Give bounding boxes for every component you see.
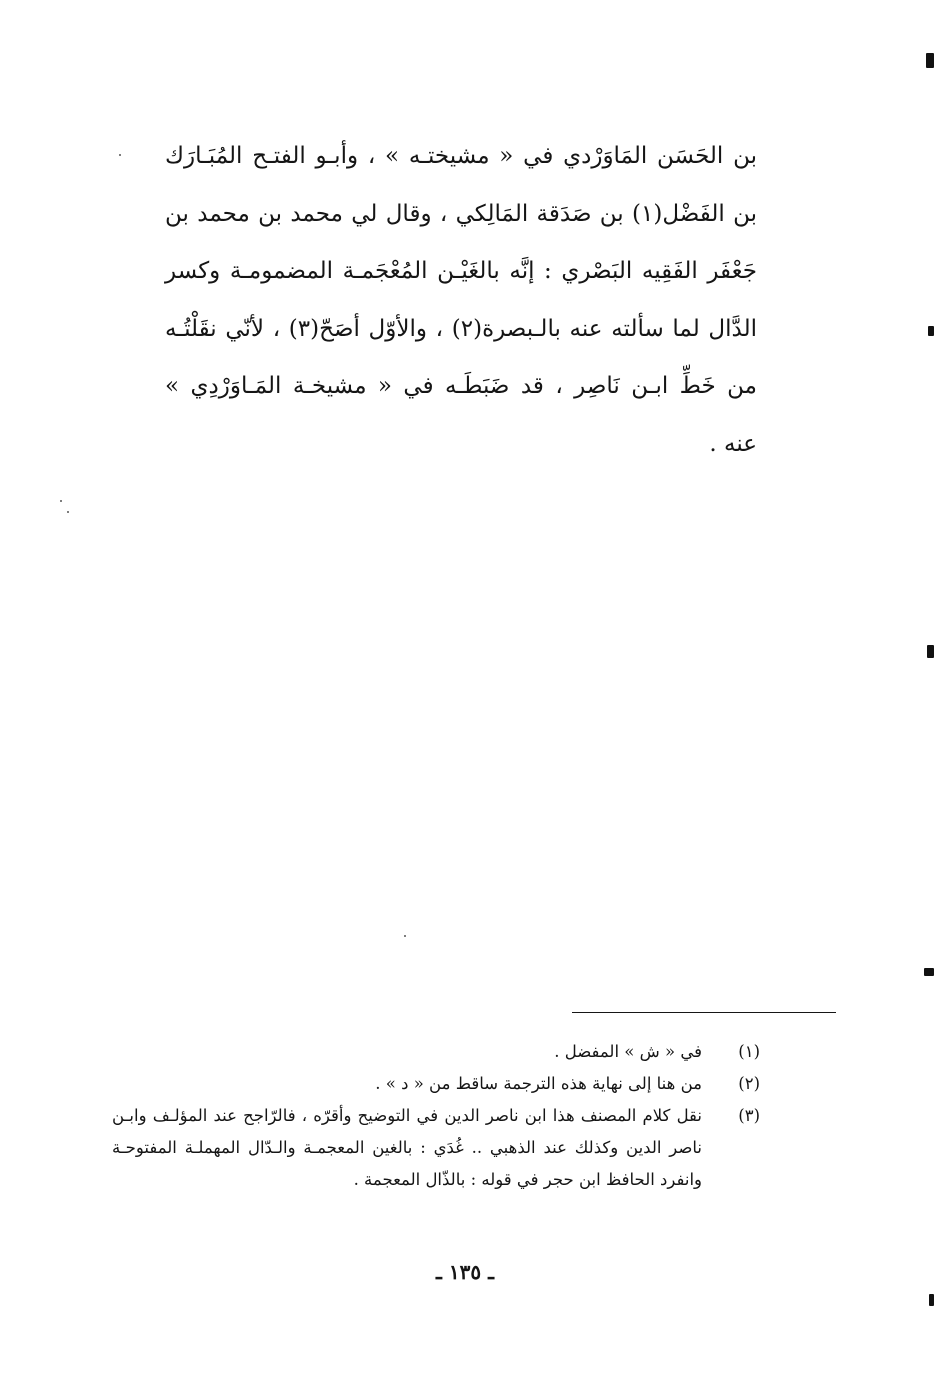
scan-speck <box>60 500 62 502</box>
footnote-text <box>112 1036 702 1068</box>
paragraph-line: بن الحَسَن المَاوَرْدي في « مشيختـه » ، وأبـو الفتـح المُبَـارَك <box>165 143 757 169</box>
footnote-line: من هنا إلى نهاية هذه الترجمة ساقط من « د » . <box>375 1074 702 1093</box>
scan-edge-mark <box>929 1294 934 1306</box>
footnote-number: (٢) <box>738 1074 760 1093</box>
scan-speck <box>404 935 406 937</box>
scan-edge-mark <box>928 326 934 336</box>
paragraph-line: من خَطِّ ابـن نَاصِر ، قد ضَبَطَـه في « مشيخـة المَـاوَرْدِي » <box>165 373 757 399</box>
paragraph-line: عنه . <box>709 430 757 457</box>
footnote-line: في « ش » المفضل . <box>554 1042 702 1061</box>
footnote-2 <box>112 1068 760 1100</box>
footnote-1 <box>112 1036 760 1068</box>
footnote-number: (٣) <box>738 1106 760 1125</box>
scan-speck <box>119 154 121 156</box>
footnote-separator <box>572 1012 836 1013</box>
scan-edge-mark <box>927 645 934 658</box>
footnote-text <box>112 1068 702 1100</box>
main-paragraph <box>165 128 757 473</box>
footnote-text <box>112 1100 702 1196</box>
paragraph-line: الدَّال لما سألته عنه بالـبصرة(٢) ، والأوّل أصَحّ(٣) ، لأنّي نقَلْتُـه <box>165 315 757 342</box>
paragraph-line: بن الفَضْل(١) بن صَدَقة المَالِكي ، وقال لي محمد بن محمد بن <box>165 200 758 227</box>
footnote-line: ناصر الدين وكذلك عند الذهبي .. غُدَي : بالغين المعجمـة والـدّال المهملـة المفتوحـة <box>112 1138 702 1157</box>
footnotes-list <box>112 1036 760 1196</box>
footnote-line: نقل كلام المصنف هذا ابن ناصر الدين في التوضيح وأقرّه ، فالرّاجح عند المؤلـف وابـن <box>112 1106 702 1125</box>
footnote-3 <box>112 1100 760 1196</box>
scan-speck <box>67 511 69 513</box>
footnote-line: وانفرد الحافظ ابن حجر في قوله : بالذّال المعجمة . <box>353 1170 702 1189</box>
page-number: ـ ١٣٥ ـ <box>436 1260 494 1284</box>
scan-edge-mark <box>926 53 934 68</box>
footnote-number: (١) <box>738 1042 760 1061</box>
scan-edge-mark <box>924 968 934 976</box>
paragraph-line: جَعْفَر الفَقِيه البَصْري : إنَّه بالغَيْـن المُعْجَمـة المضمومـة وكسر <box>165 258 757 284</box>
